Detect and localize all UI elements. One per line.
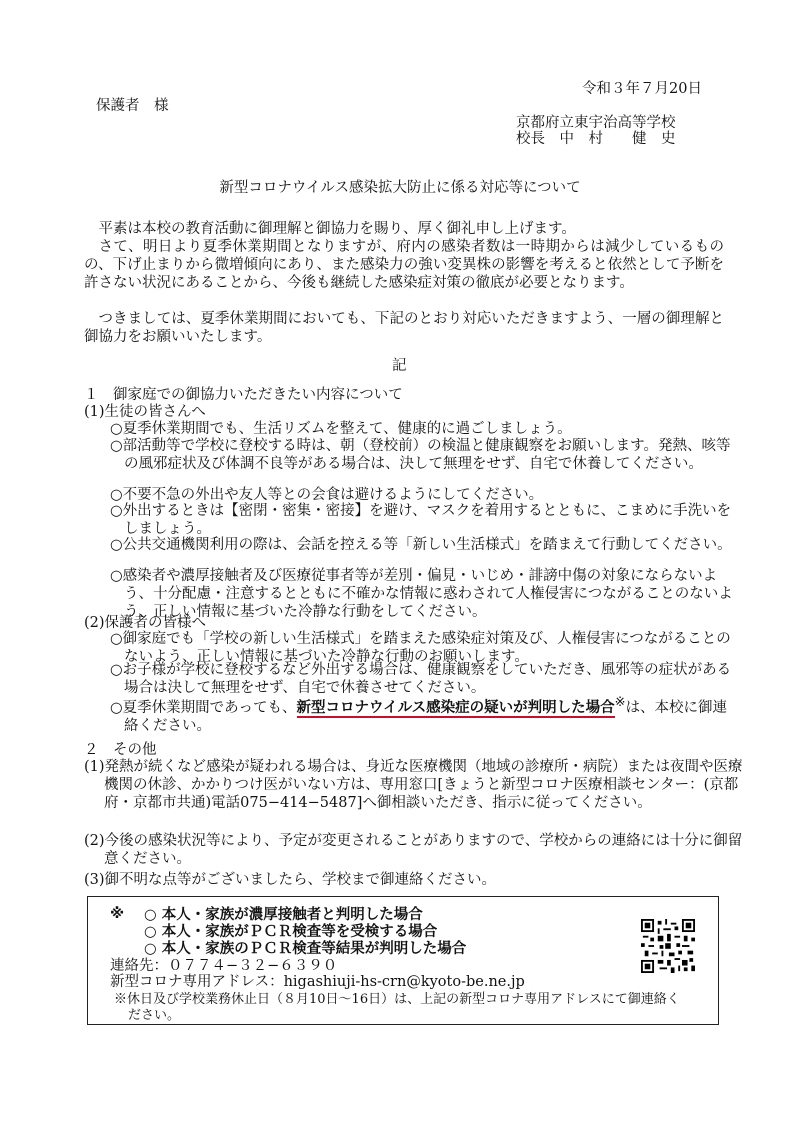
list-item: ○御家庭でも「学校の新しい生活様式」を踏まえた感染症対策及び、人権侵害につながることのないよう、正しい情報に基づいた冷静な行動のお願いします。	[110, 631, 731, 665]
intro-paragraph-1: 平素は本校の教育活動に御理解と御協力を賜り、厚く御礼申し上げます。	[98, 221, 576, 237]
list-item: (3)御不明な点等がございましたら、学校まで御連絡ください。	[84, 872, 497, 888]
intro-paragraph-2: さて、明日より夏季休業期間となりますが、府内の感染者数は一時期からは減少しているものの、下げ止まりから微増傾向にあり、また感染力の強い変異株の影響を考えると依然として予断を許さない状況にあることから、今後も継続した感染症対策の徹底が必要となります。	[84, 239, 724, 291]
holiday-note: ※休日及び学校業務休止日（８月10日〜16日）は、上記の新型コロナ専用アドレスにて御連絡ください。	[114, 992, 680, 1023]
list-item: ○夏季休業期間でも、生活リズムを整えて、健康的に過ごしましょう。	[110, 421, 572, 437]
contact-email: 新型コロナ専用アドレス：higashiuji-hs-crn@kyoto-be.ne.jp	[110, 974, 525, 990]
section1-sub2-heading: (2)保護者の皆様へ	[84, 615, 207, 631]
note-mark: ※	[614, 695, 626, 710]
notice-mark: ※	[110, 906, 125, 922]
list-item: ○感染者や濃厚接触者及び医療従事者等が差別・偏見・いじめ・誹謗中傷の対象にならないよう、十分配慮・注意するとともに不確かな情報に惑わされて人権侵害につながることのないよう、正しい情報に基づいた冷静な行動をしてください。	[110, 568, 733, 620]
section2-heading: ２ その他	[84, 742, 157, 758]
list-item: (1)発熱が続くなど感染が疑われる場合は、身近な医療機関（地域の診療所・病院）または夜間や医療機関の休診、かかりつけ医がいない方は、専用窓口[きょうと新型コロナ医療相談センター：(京都府・京都市共通)電話075−414−5487]へ御相談いただき、指示に従ってください。	[84, 759, 743, 811]
contact-phone: 連絡先：０７７４−３２−６３９０	[110, 958, 338, 974]
principal-name: 校長 中 村 健 史	[516, 131, 676, 147]
notice-box	[87, 896, 719, 1025]
list-item: (2)今後の感染状況等により、予定が変更されることがありますので、学校からの連絡には十分に御留意ください。	[84, 833, 743, 867]
list-item-pre: ○夏季休業期間であっても、	[110, 699, 297, 716]
list-item-post: は、本校に御連絡ください。	[124, 699, 728, 734]
case-line: ○ 本人・家族のＰＣＲ検査等結果が判明した場合	[144, 941, 467, 957]
list-item: ○お子様が学校に登校するなど外出する場合は、健康観察をしていただき、風邪等の症状がある場合は決して無理をせず、自宅で休養させてください。	[110, 662, 732, 696]
school-name: 京都府立東宇治高等学校	[516, 115, 676, 131]
date: 令和３年７月20日	[582, 81, 702, 97]
document-title: 新型コロナウイルス感染拡大防止に係る対応等について	[219, 180, 581, 196]
list-item: ○不要不急の外出や友人等との会食は避けるようにしてください。	[110, 487, 544, 503]
case-line: ○ 本人・家族がＰＣＲ検査等を受検する場合	[144, 924, 438, 940]
qr-code	[641, 919, 695, 973]
list-item: ○外出するときは【密閉・密集・密接】を避け、マスクを着用するとともに、こまめに手洗いをしましょう。	[110, 503, 732, 537]
list-item-highlight	[110, 694, 736, 735]
section1-heading: １ 御家庭での御協力いただきたい内容について	[84, 387, 403, 403]
section1-sub1-heading: (1)生徒の皆さんへ	[84, 404, 206, 420]
case-line: ○ 本人・家族が濃厚接触者と判明した場合	[144, 907, 423, 923]
suspected-infection-emphasis: 新型コロナウイルス感染症の疑いが判明した場合	[296, 699, 615, 716]
ki-label: 記	[392, 358, 407, 374]
intro-paragraph-3: つきましては、夏季休業期間においても、下記のとおり対応いただきますよう、一層の御理解と御協力をお願いいたします。	[84, 311, 724, 345]
recipient: 保護者 様	[96, 98, 169, 114]
list-item: ○部活動等で学校に登校する時は、朝（登校前）の検温と健康観察をお願いします。発熱、咳等の風邪症状及び体調不良等がある場合は、決して無理をせず、自宅で休養してください。	[110, 438, 731, 472]
list-item: ○公共交通機関利用の際は、会話を控える等「新しい生活様式」を踏まえて行動してください。	[110, 537, 732, 553]
